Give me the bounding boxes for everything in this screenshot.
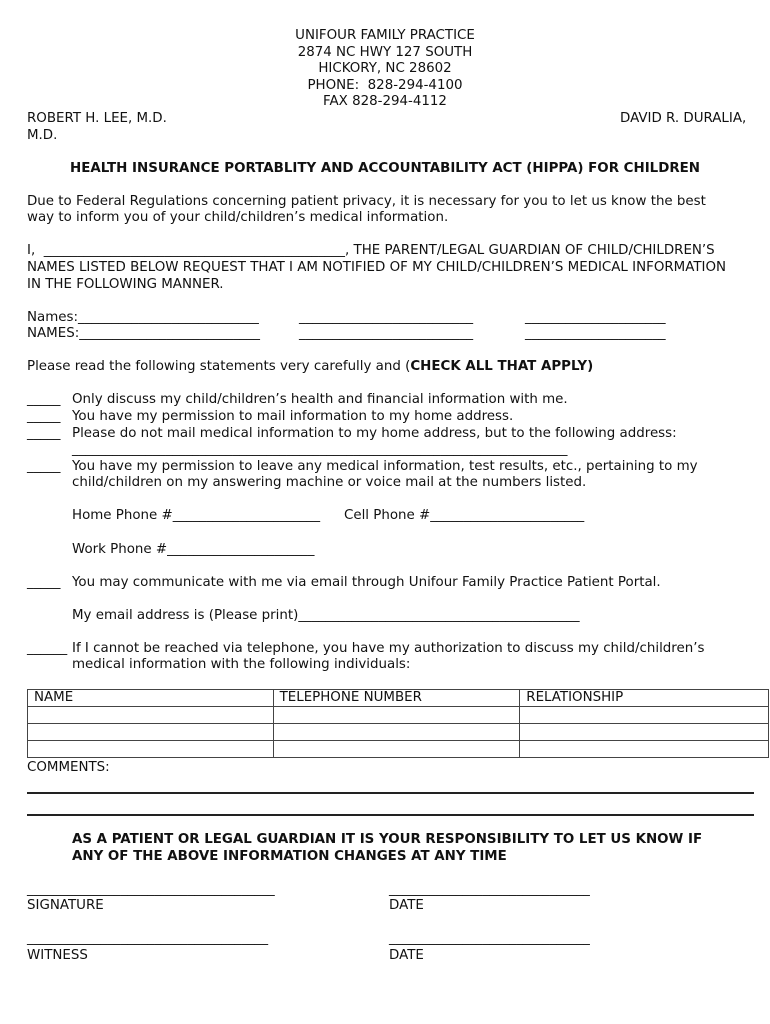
signature-date-field[interactable]: ______________________________ bbox=[389, 882, 590, 897]
practice-name: UNIFOUR FAMILY PRACTICE bbox=[295, 28, 475, 43]
option-1-checkbox[interactable]: _____ bbox=[27, 392, 61, 407]
notice-line-2: ANY OF THE ABOVE INFORMATION CHANGES AT ANY TIME bbox=[72, 849, 507, 864]
intro-line-1: Due to Federal Regulations concerning patient privacy, it is necessary for you to let us know the best bbox=[27, 194, 706, 209]
contacts-table bbox=[27, 689, 769, 758]
practice-fax: FAX 828-294-4112 bbox=[323, 94, 447, 109]
names-field-3[interactable]: _____________________ bbox=[525, 310, 666, 325]
table-cell[interactable] bbox=[273, 741, 520, 758]
option-2-label: You have my permission to mail information to my home address. bbox=[72, 409, 514, 424]
option-5-checkbox[interactable]: _____ bbox=[27, 575, 61, 590]
names-field-5[interactable]: __________________________ bbox=[299, 326, 474, 341]
option-4-label-2: child/children on my answering machine or voice mail at the numbers listed. bbox=[72, 475, 587, 490]
witness-label: WITNESS bbox=[27, 948, 88, 963]
comments-label: COMMENTS: bbox=[27, 760, 110, 775]
guardian-line-1[interactable]: I, _____________________________________________, THE PARENT/LEGAL GUARDIAN OF CHILD/CHILDREN’S bbox=[27, 243, 715, 258]
option-3-address-field[interactable]: __________________________________________________________________________ bbox=[72, 442, 568, 457]
practice-street: 2874 NC HWY 127 SOUTH bbox=[297, 45, 473, 60]
witness-date-label: DATE bbox=[389, 948, 424, 963]
table-row[interactable] bbox=[28, 724, 769, 741]
signature-date-label: DATE bbox=[389, 898, 424, 913]
table-cell[interactable] bbox=[520, 741, 769, 758]
names-field-2[interactable]: __________________________ bbox=[299, 310, 474, 325]
option-6-label-1: If I cannot be reached via telephone, you have my authorization to discuss my child/children’s bbox=[72, 641, 705, 656]
option-4-checkbox[interactable]: _____ bbox=[27, 459, 61, 474]
names-field-4[interactable]: NAMES:___________________________ bbox=[27, 326, 260, 341]
option-6-checkbox[interactable]: ______ bbox=[27, 641, 68, 656]
table-cell[interactable] bbox=[273, 707, 520, 724]
instructions-emphasis: CHECK ALL THAT APPLY) bbox=[410, 359, 594, 374]
form-title: HEALTH INSURANCE PORTABLITY AND ACCOUNTABILITY ACT (HIPPA) FOR CHILDREN bbox=[70, 161, 700, 176]
signature-field[interactable]: _____________________________________ bbox=[27, 882, 275, 897]
doctor-right: DAVID R. DURALIA, bbox=[620, 111, 747, 126]
option-6-label-2: medical information with the following individuals: bbox=[72, 657, 411, 672]
witness-field[interactable]: ____________________________________ bbox=[27, 931, 269, 946]
guardian-line-2: NAMES LISTED BELOW REQUEST THAT I AM NOTIFIED OF MY CHILD/CHILDREN’S MEDICAL INFORMATION bbox=[27, 260, 727, 275]
option-4-label-1: You have my permission to leave any medical information, test results, etc., pertaining to my bbox=[72, 459, 698, 474]
practice-city: HICKORY, NC 28602 bbox=[318, 61, 452, 76]
comments-line-2[interactable] bbox=[27, 814, 754, 816]
table-cell[interactable] bbox=[273, 724, 520, 741]
instructions-text: Please read the following statements very carefully and ( bbox=[27, 359, 411, 374]
guardian-line-3: IN THE FOLLOWING MANNER. bbox=[27, 277, 224, 292]
signature-label: SIGNATURE bbox=[27, 898, 104, 913]
notice-line-1: AS A PATIENT OR LEGAL GUARDIAN IT IS YOUR RESPONSIBILITY TO LET US KNOW IF bbox=[72, 832, 703, 847]
doctor-left: ROBERT H. LEE, M.D. bbox=[27, 111, 167, 126]
option-5-label: You may communicate with me via email through Unifour Family Practice Patient Portal. bbox=[72, 575, 661, 590]
home-phone-field[interactable]: Home Phone #______________________ bbox=[72, 508, 321, 523]
table-row[interactable] bbox=[28, 707, 769, 724]
doctor-right-suffix: M.D. bbox=[27, 128, 58, 143]
option-3-checkbox[interactable]: _____ bbox=[27, 426, 61, 441]
table-header-row bbox=[28, 690, 769, 707]
header-telephone: TELEPHONE NUMBER bbox=[273, 690, 520, 707]
names-field-1[interactable]: Names:___________________________ bbox=[27, 310, 259, 325]
table-cell[interactable] bbox=[28, 724, 274, 741]
cell-phone-field[interactable]: Cell Phone #_______________________ bbox=[344, 508, 585, 523]
table-row[interactable] bbox=[28, 741, 769, 758]
table-cell[interactable] bbox=[28, 707, 274, 724]
instructions bbox=[27, 359, 593, 376]
practice-phone: PHONE: 828-294-4100 bbox=[307, 78, 463, 93]
intro-line-2: way to inform you of your child/children’s medical information. bbox=[27, 210, 449, 225]
names-field-6[interactable]: _____________________ bbox=[525, 326, 666, 341]
comments-line-1[interactable] bbox=[27, 792, 754, 794]
header-name: NAME bbox=[28, 690, 274, 707]
witness-date-field[interactable]: ______________________________ bbox=[389, 931, 590, 946]
table-cell[interactable] bbox=[28, 741, 274, 758]
email-field[interactable]: My email address is (Please print)__________________________________________ bbox=[72, 608, 580, 623]
work-phone-field[interactable]: Work Phone #______________________ bbox=[72, 542, 315, 557]
header-relationship: RELATIONSHIP bbox=[520, 690, 769, 707]
option-3-label: Please do not mail medical information to my home address, but to the following address: bbox=[72, 426, 677, 441]
table-cell[interactable] bbox=[520, 707, 769, 724]
option-2-checkbox[interactable]: _____ bbox=[27, 409, 61, 424]
option-1-label: Only discuss my child/children’s health and financial information with me. bbox=[72, 392, 568, 407]
table-cell[interactable] bbox=[520, 724, 769, 741]
